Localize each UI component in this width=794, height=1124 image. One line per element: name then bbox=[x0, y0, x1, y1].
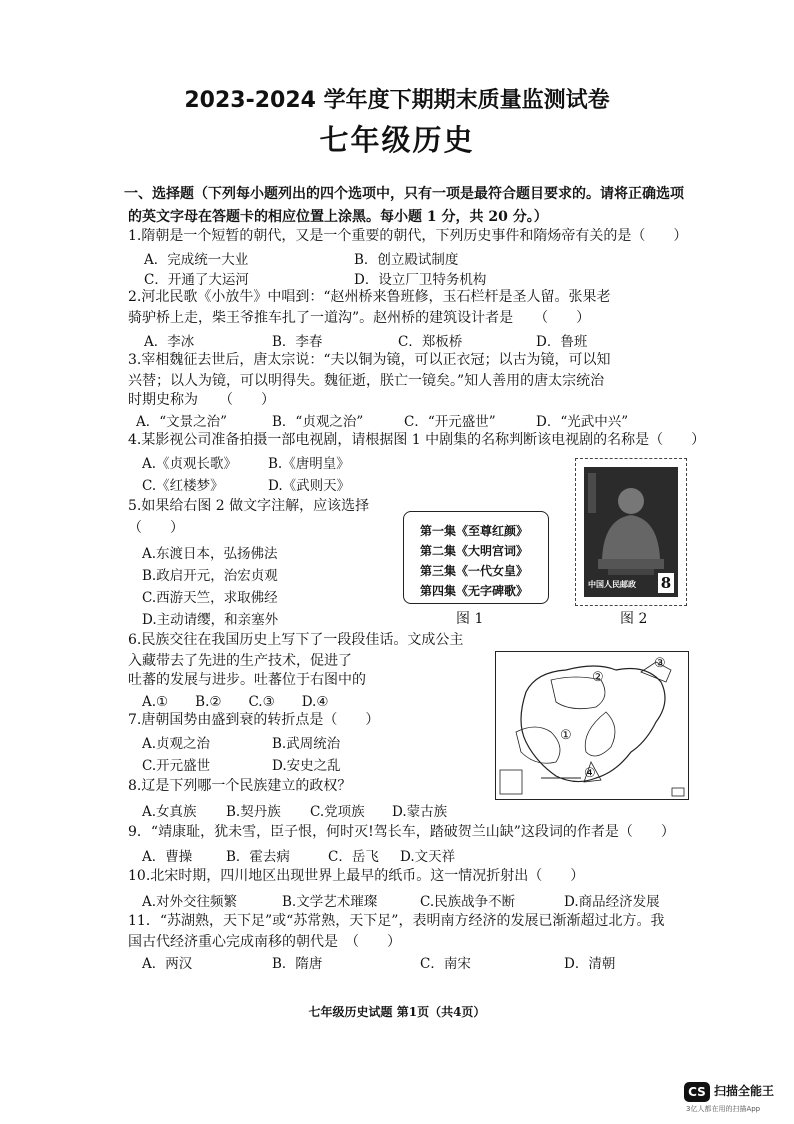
q9-option-b: B．霍去病 bbox=[226, 849, 290, 865]
q3-stem-line1: 3.宰相魏征去世后，唐太宗说：“夫以铜为镜，可以正衣冠；以古为镜，可以知 bbox=[128, 352, 611, 368]
q4-option-c: C.《红楼梦》 bbox=[142, 478, 224, 494]
q6-stem-line2: 入藏带去了先进的生产技术，促进了 bbox=[128, 653, 352, 669]
q8-option-b: B.契丹族 bbox=[226, 804, 281, 820]
map-marker-4: ④ bbox=[584, 766, 596, 781]
q1-option-a: A．完成统一大业 bbox=[144, 252, 249, 268]
episode-4: 第四集《无字碑歌》 bbox=[420, 584, 529, 598]
scanner-tagline: 3亿人都在用的扫描App bbox=[686, 1105, 761, 1113]
q1-stem: 1.隋朝是一个短暂的朝代，又是一个重要的朝代，下列历史事件和隋炀帝有关的是（ ） bbox=[128, 228, 688, 244]
stamp-value: 8 bbox=[658, 573, 674, 593]
q4-option-d: D.《武则天》 bbox=[268, 478, 351, 494]
q5-option-c: C.西游天竺，求取佛经 bbox=[142, 590, 278, 606]
map-marker-1: ① bbox=[560, 728, 572, 743]
q2-option-a: A．李冰 bbox=[144, 334, 195, 350]
q2-stem-line1: 2.河北民歌《小放牛》中唱到：“赵州桥来鲁班修，玉石栏杆是圣人留。张果老 bbox=[128, 289, 611, 305]
q3-stem-line2: 兴替；以人为镜，可以明得失。魏征逝，朕亡一镜矣。”知人善用的唐太宗统治 bbox=[128, 373, 605, 389]
q10-option-d: D.商品经济发展 bbox=[564, 894, 660, 910]
q10-option-b: B.文学艺术璀璨 bbox=[282, 894, 378, 910]
q9-option-d: D.文天祥 bbox=[400, 849, 456, 865]
stamp-image bbox=[584, 467, 678, 597]
q4-option-b: B.《唐明皇》 bbox=[268, 456, 350, 472]
q1-option-b: B．创立殿试制度 bbox=[354, 252, 459, 268]
q2-stem-line2: 骑驴桥上走，柴王爷推车扎了一道沟”。赵州桥的建筑设计者是 （ ） bbox=[128, 310, 591, 326]
q1-option-d: D．设立厂卫特务机构 bbox=[354, 272, 487, 288]
q1-option-c: C．开通了大运河 bbox=[144, 272, 249, 288]
scanner-brand: 扫描全能王 bbox=[714, 1084, 775, 1098]
q6-options: A.① B.② C.③ D.④ bbox=[142, 694, 329, 710]
q9-option-c: C．岳飞 bbox=[328, 849, 379, 865]
q5-blank: （ ） bbox=[128, 520, 184, 536]
q8-option-d: D.蒙古族 bbox=[392, 804, 448, 820]
section-instructions-line2: 的英文字母在答题卡的相应位置上涂黑。每小题 1 分，共 20 分。） bbox=[128, 209, 548, 225]
scanner-logo-icon: CS bbox=[684, 1082, 710, 1102]
q2-option-b: B．李春 bbox=[272, 334, 323, 350]
q3-stem-line3: 时期史称为 （ ） bbox=[128, 392, 275, 408]
q4-option-a: A.《贞观长歌》 bbox=[142, 456, 238, 472]
map-marker-3: ③ bbox=[654, 656, 666, 671]
q2-option-d: D．鲁班 bbox=[536, 334, 588, 350]
q6-stem-line3: 吐蕃的发展与进步。吐蕃位于右图中的 bbox=[128, 672, 366, 688]
q8-option-c: C.党项族 bbox=[310, 804, 365, 820]
episode-1: 第一集《至尊红颜》 bbox=[420, 524, 529, 538]
q5-option-a: A.东渡日本，弘扬佛法 bbox=[142, 546, 278, 562]
exam-subtitle: 七年级历史 bbox=[319, 123, 475, 157]
section-instructions-line1: 一、选择题（下列每小题列出的四个选项中，只有一项是最符合题目要求的。请将正确选项 bbox=[124, 186, 684, 202]
q11-option-a: A．两汉 bbox=[142, 956, 193, 972]
q6-stem-line1: 6.民族交往在我国历史上写下了一段段佳话。文成公主 bbox=[128, 632, 464, 648]
episode-2: 第二集《大明宫词》 bbox=[420, 544, 529, 558]
q7-option-c: C.开元盛世 bbox=[142, 758, 211, 774]
map-marker-2: ② bbox=[592, 670, 604, 685]
q5-option-d: D.主动请缨，和亲塞外 bbox=[142, 612, 279, 628]
q11-option-b: B．隋唐 bbox=[272, 956, 323, 972]
q8-option-a: A.女真族 bbox=[142, 804, 197, 820]
q10-option-a: A.对外交往频繁 bbox=[142, 894, 238, 910]
q3-option-c: C．“开元盛世” bbox=[404, 414, 496, 430]
q7-stem: 7.唐朝国势由盛到衰的转折点是（ ） bbox=[128, 712, 380, 728]
q11-stem-line1: 11．“苏湖熟，天下足”或“苏常熟，天下足”，表明南方经济的发展已渐渐超过北方。我 bbox=[128, 913, 665, 929]
q7-option-a: A.贞观之治 bbox=[142, 736, 211, 752]
q5-stem: 5.如果给右图 2 做文字注解，应该选择 bbox=[128, 498, 370, 514]
q3-option-b: B．“贞观之治” bbox=[272, 414, 364, 430]
q3-option-d: D．“光武中兴” bbox=[536, 414, 629, 430]
figure-2-caption: 图 2 bbox=[620, 611, 648, 627]
q7-option-d: D.安史之乱 bbox=[272, 758, 341, 774]
page-footer: 七年级历史试题 第1页（共4页） bbox=[308, 1005, 486, 1019]
q7-option-b: B.武周统治 bbox=[272, 736, 341, 752]
q8-stem: 8.辽是下列哪一个民族建立的政权？ bbox=[128, 778, 352, 794]
q2-option-c: C．郑板桥 bbox=[398, 334, 463, 350]
figure-1-caption: 图 1 bbox=[456, 611, 484, 627]
exam-title: 2023-2024 学年度下期期末质量监测试卷 bbox=[184, 88, 610, 113]
tang-map bbox=[495, 651, 689, 800]
q9-stem: 9．“靖康耻，犹未雪，臣子恨，何时灭!驾长车，踏破贺兰山缺”这段词的作者是（ ） bbox=[128, 824, 675, 840]
q11-option-c: C．南宋 bbox=[420, 956, 471, 972]
figure-2-stamp bbox=[575, 458, 687, 606]
q11-stem-line2: 国古代经济重心完成南移的朝代是 （ ） bbox=[128, 934, 401, 950]
q3-option-a: A．“文景之治” bbox=[136, 414, 228, 430]
q4-stem: 4.某影视公司准备拍摄一部电视剧，请根据图 1 中剧集的名称判断该电视剧的名称是（ ） bbox=[128, 432, 706, 448]
q10-stem: 10.北宋时期，四川地区出现世界上最早的纸币。这一情况折射出（ ） bbox=[128, 868, 585, 884]
episode-3: 第三集《一代女皇》 bbox=[420, 564, 529, 578]
q9-option-a: A．曹操 bbox=[142, 849, 193, 865]
q5-option-b: B.政启开元，治宏贞观 bbox=[142, 568, 278, 584]
stamp-country: 中国人民邮政 bbox=[588, 579, 636, 589]
q10-option-c: C.民族战争不断 bbox=[420, 894, 516, 910]
q11-option-d: D．清朝 bbox=[564, 956, 616, 972]
figure-1-episodes bbox=[403, 511, 549, 604]
